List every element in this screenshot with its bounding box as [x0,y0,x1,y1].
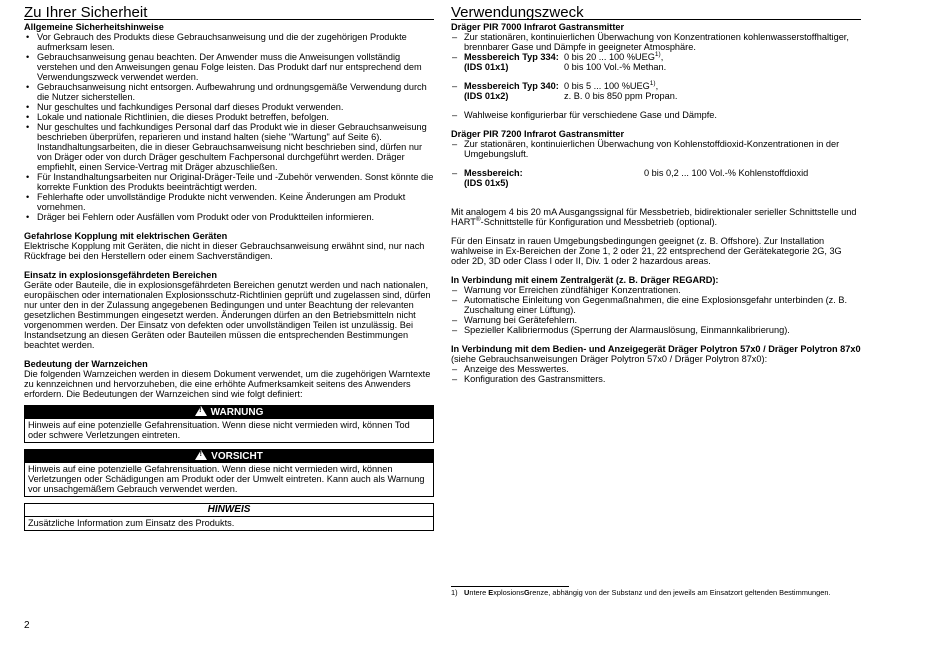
coupling-heading: Gefahrlose Kopplung mit elektrischen Geräten [24,231,228,241]
spec-row [464,178,861,188]
list-item: • Gebrauchsanweisung nicht entsorgen. Aufbewahrung und ordnungsgemäße Verwendung durch die Nutzer sicherstellen. [24,82,434,102]
list-item: – Warnung bei Gerätefehlern. [451,315,861,325]
footnote-text: Untere ExplosionsGrenze, abhängig von der Substanz und den jeweils am Einsatzort geltenden Bestimmungen. [464,588,831,597]
list-item: • Vor Gebrauch des Produkts diese Gebrauchsanweisung und die der zugehörigen Produkte aufmerksam lesen. [24,32,434,52]
polytron-list [451,364,861,384]
caution-box [24,449,434,497]
pir7200-list [451,139,861,188]
caution-label: VORSICHT [211,451,263,462]
title-rule [451,19,861,20]
signal-text: Mit analogem 4 bis 20 mA Ausgangssignal für Messbetrieb, bidirektionaler serieller Schnittstelle und HART®-Schnittstelle für Konfiguration und Messbetrieb (optional). [451,207,857,227]
list-item [451,168,861,188]
ids01x2-label: (IDS 01x2) [464,91,509,101]
warning-triangle-icon [195,406,207,416]
coupling-text: Elektrische Kopplung mit Geräten, die nicht in dieser Gebrauchsanweisung erwähnt sind, nur nach Rückfrage bei den Herstellern oder einem Sachverständigen. [24,241,425,261]
warning-label: WARNUNG [210,407,264,418]
spec-row [464,91,861,101]
ids01x1-value: 0 bis 100 Vol.-% Methan. [564,62,667,72]
explosion-heading: Einsatz in explosionsgefährdeten Bereichen [24,270,217,280]
list-item: – Warnung vor Erreichen zündfähiger Konzentrationen. [451,285,861,295]
list-item: • Fehlerhafte oder unvollständige Produkte nicht verwenden. Keine Änderungen am Produkt vornehmen. [24,192,434,212]
footnote-rule [451,586,569,587]
range334-value: 0 bis 20 ... 100 %UEG$^{1)}$, [564,50,664,62]
list-item: – Wahlweise konfigurierbar für verschiedene Gase und Dämpfe. [451,110,861,120]
signals-heading: Bedeutung der Warnzeichen [24,359,148,369]
caution-bar [25,450,433,463]
list-item [451,81,861,101]
list-item: • Dräger bei Fehlern oder Ausfällen vom Produkt oder von Produktteilen informieren. [24,212,434,222]
list-item: – Automatische Einleitung von Gegenmaßnahmen, die eine Explosionsgefahr unterbinden (z. B. Zuschaltung einer Lüftung). [451,295,861,315]
range340-value: 0 bis 5 ... 100 %UEG$^{1)}$, [564,79,659,91]
ids01x1-label: (IDS 01x1) [464,62,509,72]
list-item: – Anzeige des Messwertes. [451,364,861,374]
list-item: • Gebrauchsanweisung genau beachten. Der Anwender muss die Anweisungen vollständig verstehen und den Anweisungen genau Folge leisten. Das Produkt darf nur entsprechend dem Verwendungszweck verwendet werden. [24,52,434,82]
notice-box [24,503,434,531]
list-item: – Zur stationären, kontinuierlichen Überwachung von Konzentrationen kohlenwasserstoffhaltiger, brennbarer Gase und Dämpfe in geeigneter Atmosphäre. [451,32,861,52]
intended-use-body [451,22,861,384]
spec-row [464,81,861,91]
pir7200-heading: Dräger PIR 7200 Infrarot Gastransmitter [451,129,625,139]
list-item: • Für Instandhaltungsarbeiten nur Original-Dräger-Teile und -Zubehör verwenden. Sonst könnte die korrekte Funktion des Produkts beeinträchtigt werden. [24,172,434,192]
ids01x5-label: (IDS 01x5) [464,178,509,188]
spec-row [464,62,861,72]
ids01x2-value: z. B. 0 bis 850 ppm Propan. [564,91,678,101]
caution-text: Hinweis auf eine potenzielle Gefahrensituation. Wenn diese nicht vermieden wird, können Verletzungen oder Schädigungen am Produkt oder der Umwelt eintreten. Kann auch als Warnung vor unsachgemäßem Gebrauch verwendet werden. [28,464,425,494]
spec-row [464,168,861,178]
environment-text: Für den Einsatz in rauen Umgebungsbedingungen geeignet (z. B. Offshore). Zur Installation wahlweise in Ex-Bereichen der Zone 1, 2 oder 21, 22 entsprechend der Gerätekategorie 2G, 3G oder 2D, 3D oder Class I oder II, Div. 1 oder 2 hazardous areas. [451,236,842,266]
pir7200-range-label: – Messbereich: [464,168,523,178]
notice-text: Zusätzliche Information zum Einsatz des Produkts. [28,518,235,528]
general-safety-heading: Allgemeine Sicherheitshinweise [24,22,164,32]
page-number: 2 [24,620,30,631]
warning-box [24,405,434,443]
notice-bar: HINWEIS [25,504,433,517]
signals-text: Die folgenden Warnzeichen werden in diesem Dokument verwendet, um die zugehörigen Warntexte zu kennzeichnen und hervorzuheben, die eine erhöhte Aufmerksamkeit seitens des Anwenders erfordern. Die Bedeutungen der Warnzeichen sind wie folgt definiert: [24,369,431,399]
warning-bar [25,406,433,419]
footnote-number: 1) [451,588,458,597]
central-unit-heading: In Verbindung mit einem Zentralgerät (z. B. Dräger REGARD): [451,275,719,285]
list-item: • Nur geschultes und fachkundiges Personal darf das Produkt wie in dieser Gebrauchsanweisung beschrieben überprüfen, reparieren und instand halten (siehe "Wartung" auf Seite 6). Instandhaltungsarbeiten, die in dieser Gebrauchsanweisung nicht beschrieben sind, dürfen nur von Dräger oder von durch Dräger geschultem Fachpersonal durchgeführt werden. Dräger empfiehlt, einen Service-Vertrag mit Dräger abzuschließen. [24,122,434,172]
safety-body [24,22,434,531]
spec-row [464,52,861,62]
list-item [451,52,861,72]
warning-triangle-icon [195,450,207,460]
footnote [451,588,861,597]
central-unit-list [451,285,861,335]
list-item: – Zur stationären, kontinuierlichen Überwachung von Kohlenstoffdioxid-Konzentrationen in der Umgebungsluft. [451,139,861,159]
list-item: – Spezieller Kalibriermodus (Sperrung der Alarmauslösung, Einmannkalibrierung). [451,325,861,335]
pir7000-heading: Dräger PIR 7000 Infrarot Gastransmitter [451,22,625,32]
section-title-safety: Zu Ihrer Sicherheit [24,4,148,21]
general-safety-list [24,32,434,222]
polytron-heading: In Verbindung mit dem Bedien- und Anzeigegerät Dräger Polytron 57x0 / Dräger Polytron 87x0 (siehe Gebrauchsanweisungen Dräger Polytron 57x0 / Dräger Polytron 87x0): [451,344,861,364]
list-item: – Konfiguration des Gastransmitters. [451,374,861,384]
title-rule [24,19,434,20]
range340-label: – Messbereich Typ 340: [464,81,559,91]
explosion-text: Geräte oder Bauteile, die in explosionsgefährdeten Bereichen genutzt werden und nach nationalen, europäischen oder internationalen Explosionsschutz-Richtlinien geprüft und zugelassen sind, dürfen nur unter den in der Zulassung angegebenen Bedingungen und unter Beachtung der relevanten gesetzlichen Bestimmungen eingesetzt werden. Änderungen dürfen an den Betriebsmitteln nicht vorgenommen werden. Der Einsatz von defekten oder unvollständigen Teilen ist unzulässig. Bei Instandsetzung an diesen Geräten oder Bauteilen müssen die entsprechenden Bestimmungen beachtet werden. [24,280,431,350]
pir7200-range-value: 0 bis 0,2 ... 100 Vol.-% Kohlenstoffdioxid [644,168,809,178]
section-title-intended-use: Verwendungszweck [451,4,584,21]
list-item: • Lokale und nationale Richtlinien, die dieses Produkt betreffen, befolgen. [24,112,434,122]
pir7000-list [451,32,861,120]
list-item: • Nur geschultes und fachkundiges Personal darf dieses Produkt verwenden. [24,102,434,112]
warning-text: Hinweis auf eine potenzielle Gefahrensituation. Wenn diese nicht vermieden wird, können Tod oder schwere Verletzungen eintreten. [28,420,410,440]
range334-label: – Messbereich Typ 334: [464,52,559,62]
